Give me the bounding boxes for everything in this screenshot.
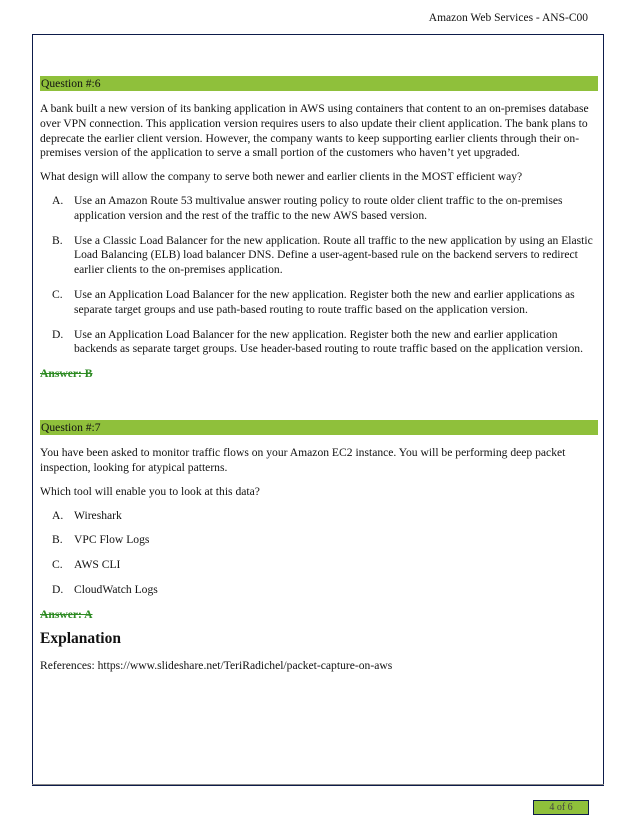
option-text: AWS CLI <box>74 558 121 572</box>
question-label: Question #:6 <box>41 77 101 90</box>
answer-label: Answer: A <box>40 607 93 621</box>
question-label-bar <box>40 76 598 91</box>
option-text: Use a Classic Load Balancer for the new application. Route all traffic to the new application by using an Elastic Load Balancing (ELB) load balancer DNS. Define a user-agent-based rule on the backend servers to redirect earlier clients to the on-premises application. <box>74 233 593 277</box>
option-a <box>40 194 598 224</box>
question-prompt: Which tool will enable you to look at this data? <box>40 484 260 498</box>
option-text: Use an Amazon Route 53 multivalue answer routing policy to route older client traffic to the on-premises application version and the rest of the traffic to the new AWS based version. <box>74 193 563 222</box>
option-letter: B. <box>52 233 63 247</box>
header-title: Amazon Web Services - ANS-C00 <box>428 12 588 24</box>
option-d <box>40 583 598 598</box>
option-text: VPC Flow Logs <box>74 533 150 547</box>
option-letter: A. <box>52 508 64 522</box>
option-letter: B. <box>52 533 63 547</box>
option-d <box>40 328 598 358</box>
references-text: References: https://www.slideshare.net/TeriRadichel/packet-capture-on-aws <box>40 658 393 672</box>
footer-divider <box>32 784 604 785</box>
document-content <box>40 76 598 674</box>
option-letter: C. <box>52 558 63 572</box>
option-letter: A. <box>52 193 64 207</box>
question-label-bar <box>40 420 598 435</box>
option-text: Use an Application Load Balancer for the new application. Register both the new and earlier application backends as separate target groups. Use header-based routing to route traffic based on the application version. <box>74 327 583 356</box>
option-a <box>40 509 598 524</box>
question-7 <box>40 420 598 621</box>
question-text: A bank built a new version of its banking application in AWS using containers that content to an on-premises database over VPN connection. This application version requires users to also update their client application. The bank plans to deprecate the earlier client version. However, the company wants to keep supporting earlier clients through their on-premises version of the application to serve a small portion of the customers who haven’t yet upgraded. <box>40 102 589 160</box>
question-prompt: What design will allow the company to serve both newer and earlier clients in the MOST efficient way? <box>40 170 523 184</box>
option-c <box>40 558 598 573</box>
option-text: Wireshark <box>74 508 122 522</box>
option-text: CloudWatch Logs <box>74 582 158 596</box>
option-c <box>40 288 598 318</box>
page-number: 4 of 6 <box>533 800 589 815</box>
option-letter: D. <box>52 327 64 341</box>
option-letter: C. <box>52 287 63 301</box>
explanation-heading: Explanation <box>40 629 121 647</box>
option-text: Use an Application Load Balancer for the new application. Register both the new and earlier applications as separate target groups and use path-based routing to route traffic based on the application version. <box>74 287 575 316</box>
question-6 <box>40 76 598 380</box>
option-b <box>40 234 598 278</box>
option-list <box>40 194 598 357</box>
question-label: Question #:7 <box>41 421 101 435</box>
option-letter: D. <box>52 582 64 596</box>
question-text: You have been asked to monitor traffic flows on your Amazon EC2 instance. You will be performing deep packet inspection, looking for atypical patterns. <box>40 446 566 474</box>
option-list <box>40 509 598 598</box>
option-b <box>40 533 598 548</box>
answer-label: Answer: B <box>40 367 93 381</box>
